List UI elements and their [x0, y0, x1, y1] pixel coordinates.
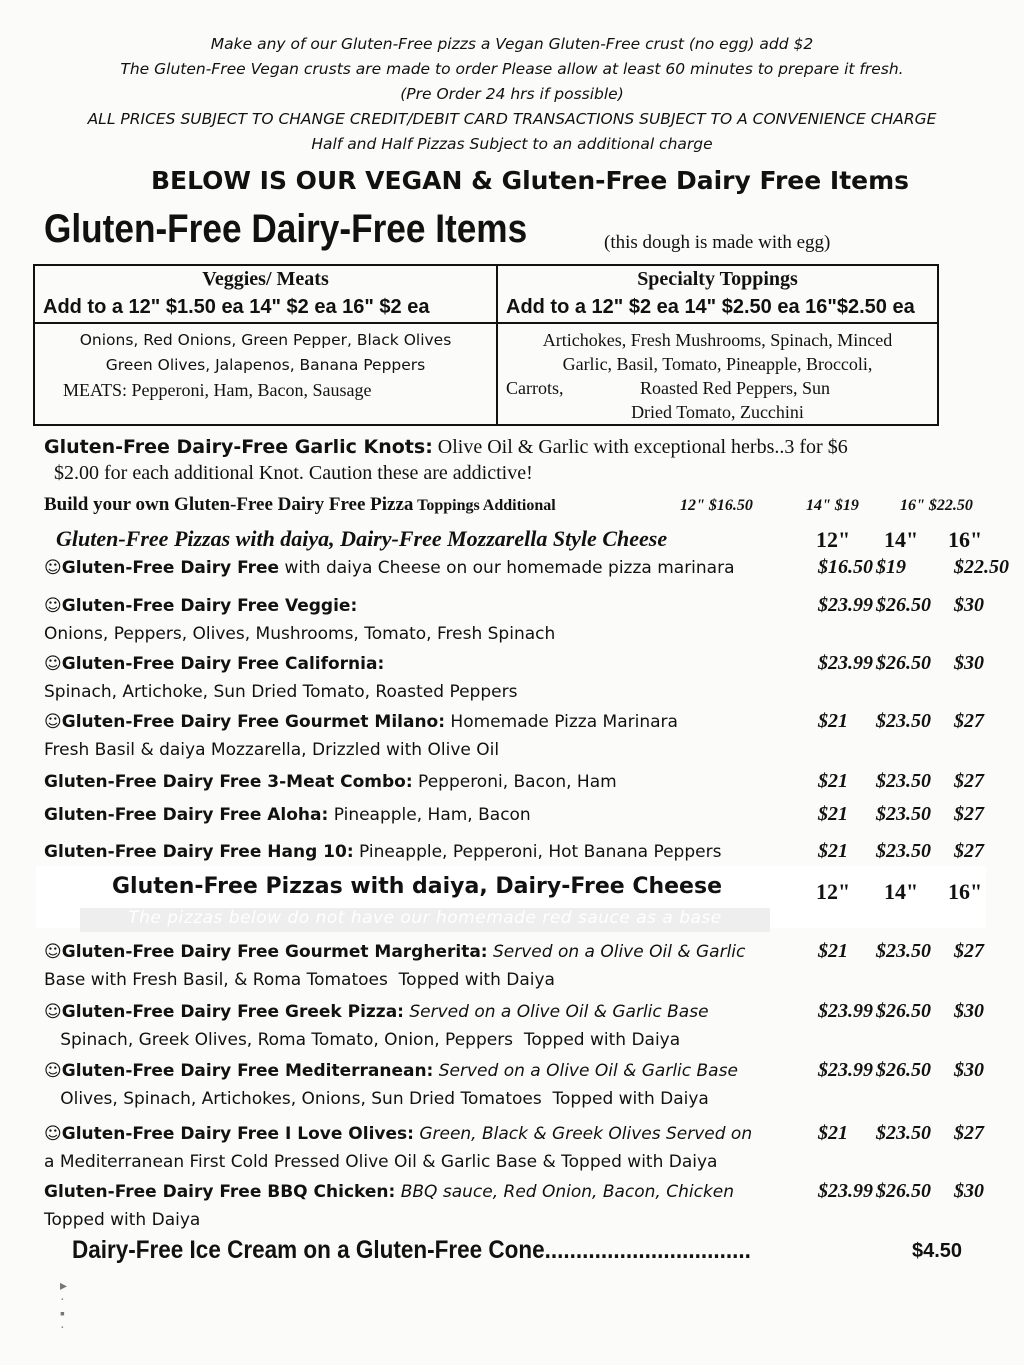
- item-price: $21: [818, 803, 848, 825]
- section1-size-14: 14": [884, 527, 919, 552]
- smiley-icon: ☺: [44, 558, 62, 578]
- item-name: Gluten-Free Dairy Free I Love Olives:: [61, 1124, 414, 1144]
- item-price: $23.99: [818, 652, 873, 674]
- item-price: $23.50: [876, 770, 931, 792]
- specialty-line: Dried Tomato, Zucchini: [631, 402, 804, 422]
- item-price: $30: [954, 652, 984, 674]
- item-desc-line2: Topped with Daiya: [44, 1210, 201, 1230]
- item-desc: Pineapple, Pepperoni, Hot Banana Peppers: [353, 842, 722, 862]
- menu-item: [44, 838, 721, 866]
- note-line: Half and Half Pizzas Subject to an additional charge: [311, 135, 713, 153]
- item-name: Gluten-Free Dairy Free Mediterranean:: [61, 1061, 434, 1081]
- item-price: $19: [876, 556, 906, 578]
- item-desc: with daiya Cheese on our homemade pizza marinara: [279, 558, 735, 578]
- item-price: $27: [954, 840, 984, 862]
- item-desc-line2: Base with Fresh Basil, & Roma Tomatoes Topped with Daiya: [44, 970, 555, 990]
- veggies-price: Add to a 12" $1.50 ea 14" $2 ea 16" $2 ea: [43, 296, 430, 318]
- toppings-table: [33, 264, 939, 426]
- item-desc: Green, Black & Greek Olives Served on: [413, 1124, 753, 1144]
- item-price: $21: [818, 940, 848, 962]
- item-price: $23.99: [818, 1059, 873, 1081]
- item-desc: Pepperoni, Bacon, Ham: [412, 772, 617, 792]
- section2-size-14: 14": [884, 879, 919, 904]
- note-line: ALL PRICES SUBJECT TO CHANGE CREDIT/DEBIT CARD TRANSACTIONS SUBJECT TO A CONVENIENCE CHARGE: [87, 110, 937, 128]
- note-line: The Gluten-Free Vegan crusts are made to order Please allow at least 60 minutes to prepare it fresh.: [120, 60, 904, 78]
- smiley-icon: ☺: [44, 1002, 62, 1022]
- smiley-icon: ☺: [44, 1124, 62, 1144]
- byo-price-12: 12" $16.50: [680, 497, 753, 514]
- ice-cream-line: Dairy-Free Ice Cream on a Gluten-Free Cone.................................: [72, 1236, 751, 1264]
- item-price: $23.99: [818, 594, 873, 616]
- section1-size-16: 16": [948, 527, 983, 552]
- menu-item: [44, 1120, 752, 1176]
- smiley-icon: ☺: [44, 596, 62, 616]
- item-desc-line2: Onions, Peppers, Olives, Mushrooms, Tomato, Fresh Spinach: [44, 624, 556, 644]
- item-price: $30: [954, 1000, 984, 1022]
- item-name: Gluten-Free Dairy Free Hang 10:: [44, 842, 354, 862]
- menu-item: [44, 768, 617, 796]
- item-price: $30: [954, 1180, 984, 1202]
- garlic-knots: [44, 434, 848, 486]
- specialty-line: Artichokes, Fresh Mushrooms, Spinach, Minced: [542, 330, 893, 350]
- menu-item: [44, 1178, 734, 1234]
- item-name: Gluten-Free Dairy Free Aloha:: [44, 805, 329, 825]
- knots-extra: $2.00 for each additional Knot. Caution these are addictive!: [54, 462, 533, 484]
- specialty-line: Carrots, Roasted Red Peppers, Sun: [506, 378, 830, 398]
- item-name: Gluten-Free Dairy Free Veggie:: [61, 596, 358, 616]
- item-name: Gluten-Free Dairy Free: [61, 558, 280, 578]
- menu-item: [44, 938, 745, 994]
- note-line: Make any of our Gluten-Free pizzs a Vegan Gluten-Free crust (no egg) add $2: [210, 35, 814, 53]
- section2-subtitle: The pizzas below do not have our homemade red sauce as a base: [80, 908, 770, 932]
- item-price: $21: [818, 710, 848, 732]
- knots-desc: Olive Oil & Garlic with exceptional herbs..3 for $6: [432, 436, 848, 458]
- item-price: $23.50: [876, 940, 931, 962]
- item-price: $23.50: [876, 710, 931, 732]
- item-price: $27: [954, 710, 984, 732]
- section2-size-12: 12": [816, 879, 851, 904]
- ice-cream-price: $4.50: [912, 1240, 963, 1262]
- item-price: $23.50: [876, 840, 931, 862]
- item-desc: Served on a Olive Oil & Garlic Base: [403, 1002, 709, 1022]
- item-price: $23.99: [818, 1000, 873, 1022]
- meats-line: MEATS: Pepperoni, Ham, Bacon, Sausage: [63, 380, 372, 400]
- item-desc-line2: Fresh Basil & daiya Mozzarella, Drizzled with Olive Oil: [44, 740, 500, 760]
- item-price: $26.50: [876, 1059, 931, 1081]
- item-price: $23.50: [876, 803, 931, 825]
- veggies-header-cell: [34, 265, 497, 323]
- byo-price-14: 14" $19: [806, 497, 859, 514]
- specialty-list-cell: [497, 323, 938, 425]
- menu-item: [44, 650, 517, 706]
- item-price: $21: [818, 840, 848, 862]
- smiley-icon: ☺: [44, 712, 62, 732]
- headline: BELOW IS OUR VEGAN & Gluten-Free Dairy Free Items: [150, 166, 910, 195]
- menu-item: [44, 708, 678, 764]
- menu-notes: [0, 32, 1024, 157]
- item-name: Gluten-Free Dairy Free Greek Pizza:: [61, 1002, 404, 1022]
- specialty-line: Garlic, Basil, Tomato, Pineapple, Broccoli,: [562, 354, 873, 374]
- item-price: $26.50: [876, 1000, 931, 1022]
- item-desc: Homemade Pizza Marinara: [445, 712, 678, 732]
- smiley-icon: ☺: [44, 1061, 62, 1081]
- menu-item: [44, 592, 555, 648]
- title-note: (this dough is made with egg): [604, 232, 831, 253]
- menu-item: [44, 998, 709, 1054]
- paper-smudge: ▸ · ▪ ·: [60, 1279, 68, 1336]
- page-title: [44, 207, 831, 253]
- item-desc-line2: a Mediterranean First Cold Pressed Olive Oil & Garlic Base & Topped with Daiya: [44, 1152, 718, 1172]
- menu-item: [44, 801, 531, 829]
- item-desc: Served on a Olive Oil & Garlic Base: [433, 1061, 738, 1081]
- item-desc: Pineapple, Ham, Bacon: [328, 805, 531, 825]
- smiley-icon: ☺: [44, 654, 62, 674]
- item-desc-line2: Spinach, Artichoke, Sun Dried Tomato, Roasted Peppers: [44, 682, 518, 702]
- byo-price-16: 16" $22.50: [900, 497, 973, 514]
- item-desc-line2: Olives, Spinach, Artichokes, Onions, Sun Dried Tomatoes Topped with Daiya: [44, 1089, 709, 1109]
- section1-title: Gluten-Free Pizzas with daiya, Dairy-Free Mozzarella Style Cheese: [56, 526, 668, 551]
- specialty-price: Add to a 12" $2 ea 14" $2.50 ea 16"$2.50 ea: [506, 296, 915, 318]
- item-price: $23.50: [876, 1122, 931, 1144]
- veggies-line: Onions, Red Onions, Green Pepper, Black Olives: [79, 331, 452, 349]
- item-price: $21: [818, 1122, 848, 1144]
- byo-label: Build your own Gluten-Free Dairy Free Pizza: [44, 494, 414, 515]
- item-price: $27: [954, 1122, 984, 1144]
- veggies-header: Veggies/ Meats: [202, 268, 329, 290]
- item-price: $30: [954, 594, 984, 616]
- byo-note: Toppings Additional: [413, 497, 556, 514]
- veggies-list-cell: [34, 323, 497, 425]
- item-price: $16.50: [818, 556, 873, 578]
- item-name: Gluten-Free Dairy Free BBQ Chicken:: [44, 1182, 396, 1202]
- knots-name: Gluten-Free Dairy-Free Garlic Knots:: [44, 436, 433, 458]
- section2-title: Gluten-Free Pizzas with daiya, Dairy-Free Cheese: [112, 874, 722, 899]
- item-name: Gluten-Free Dairy Free Gourmet Margherita:: [61, 942, 488, 962]
- note-line: (Pre Order 24 hrs if possible): [400, 85, 624, 103]
- item-price: $26.50: [876, 652, 931, 674]
- veggies-line: Green Olives, Jalapenos, Banana Peppers: [105, 356, 426, 374]
- item-price: $21: [818, 770, 848, 792]
- item-desc: Served on a Olive Oil & Garlic: [487, 942, 746, 962]
- item-price: $27: [954, 803, 984, 825]
- item-name: Gluten-Free Dairy Free California:: [61, 654, 385, 674]
- smiley-icon: ☺: [44, 942, 62, 962]
- item-price: $26.50: [876, 594, 931, 616]
- item-name: Gluten-Free Dairy Free 3-Meat Combo:: [44, 772, 413, 792]
- item-price: $27: [954, 940, 984, 962]
- item-desc-line2: Spinach, Greek Olives, Roma Tomato, Onion, Peppers Topped with Daiya: [44, 1030, 681, 1050]
- specialty-header: Specialty Toppings: [637, 268, 798, 290]
- item-desc: BBQ sauce, Red Onion, Bacon, Chicken: [395, 1182, 735, 1202]
- section2-size-16: 16": [948, 879, 983, 904]
- menu-item: [44, 554, 735, 582]
- item-price: $23.99: [818, 1180, 873, 1202]
- build-your-own: [44, 494, 973, 516]
- title-text: Gluten-Free Dairy-Free Items: [44, 207, 528, 251]
- item-price: $30: [954, 1059, 984, 1081]
- specialty-header-cell: [497, 265, 938, 323]
- section1-size-12: 12": [816, 527, 851, 552]
- item-price: $22.50: [954, 556, 1009, 578]
- item-name: Gluten-Free Dairy Free Gourmet Milano:: [61, 712, 446, 732]
- item-price: $26.50: [876, 1180, 931, 1202]
- menu-item: [44, 1057, 738, 1113]
- item-price: $27: [954, 770, 984, 792]
